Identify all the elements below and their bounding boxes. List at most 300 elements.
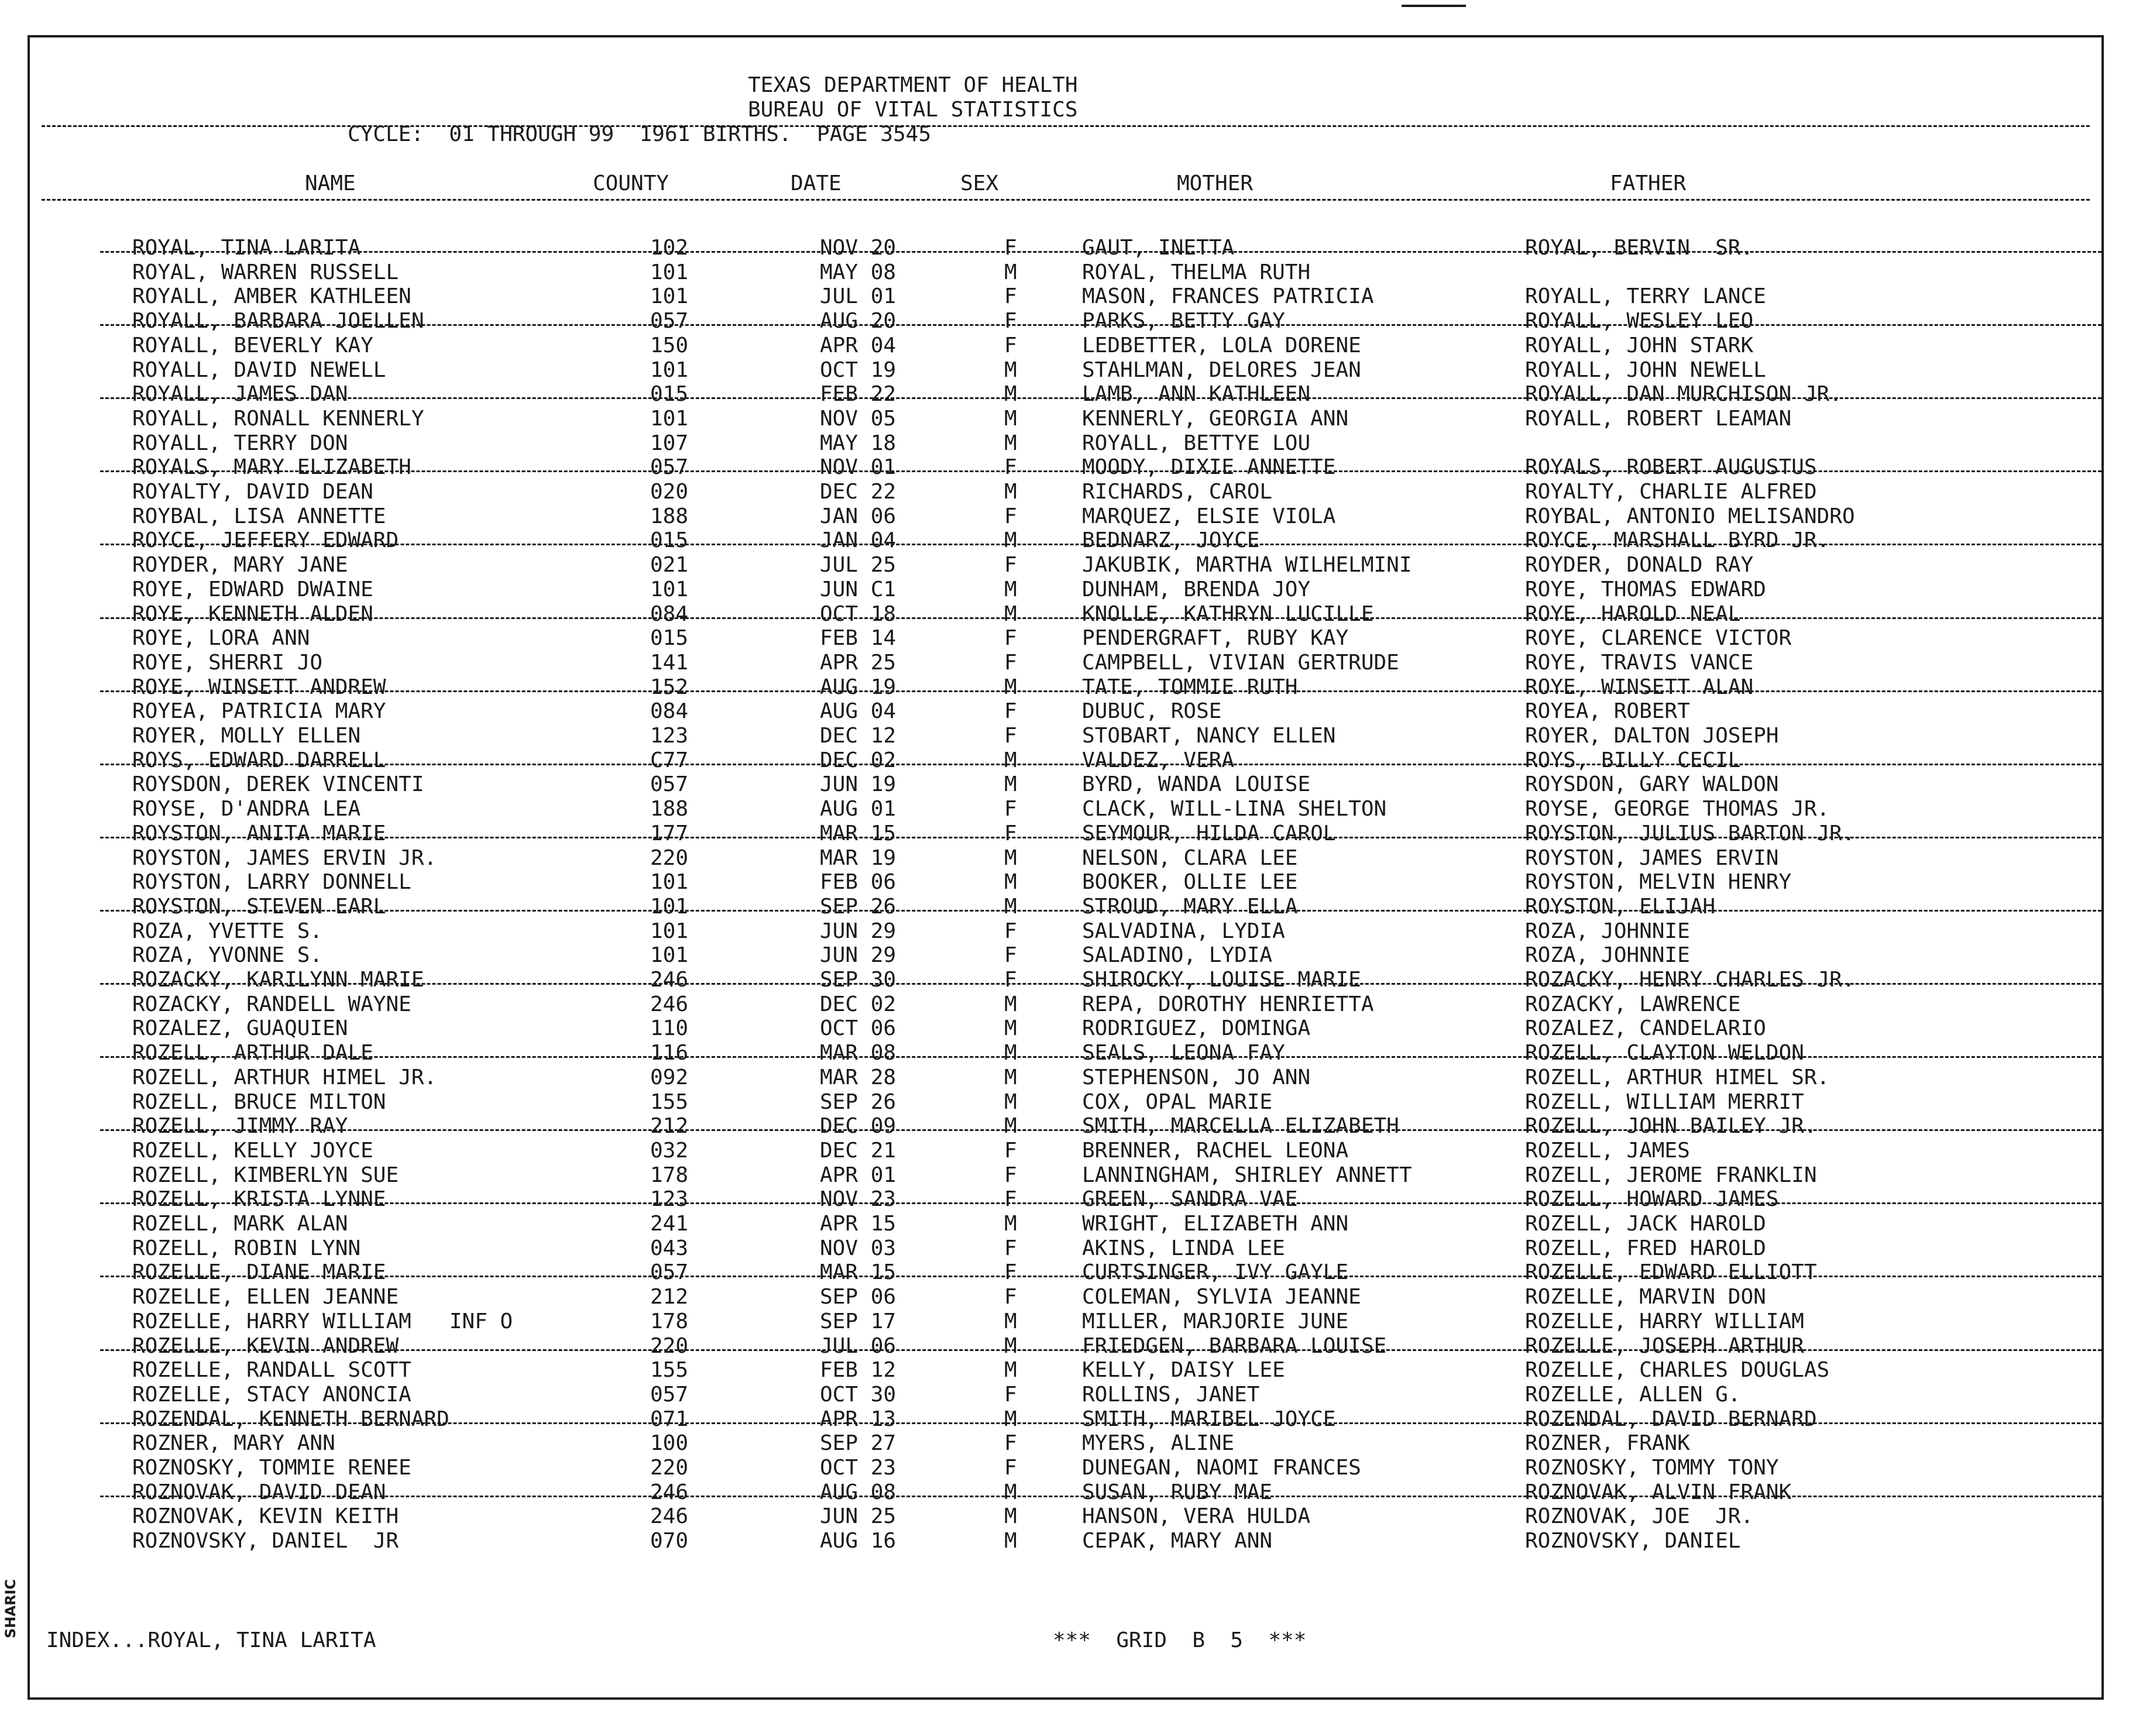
cell-name: ROZELL, KELLY JOYCE — [132, 1138, 373, 1163]
cell-sex: F — [1004, 919, 1017, 943]
column-header-mother: MOTHER — [1177, 171, 1254, 195]
cell-sex: F — [1004, 284, 1017, 309]
cell-county: 246 — [650, 1504, 689, 1529]
cell-father: ROYS, BILLY CECIL — [1525, 748, 1741, 772]
cell-name: ROZELLE, STACY ANONCIA — [132, 1382, 411, 1407]
cell-sex: M — [1004, 528, 1017, 553]
cell-name: ROZACKY, KARILYNN MARIE — [132, 968, 424, 992]
cell-sex: M — [1004, 260, 1017, 284]
cell-county: 021 — [650, 553, 689, 577]
cell-mother: STOBART, NANCY ELLEN — [1082, 724, 1336, 748]
column-header-sex: SEX — [960, 171, 999, 195]
cell-county: 155 — [650, 1358, 689, 1383]
cell-county: 212 — [650, 1114, 689, 1139]
cell-name: ROZELL, MARK ALAN — [132, 1212, 348, 1236]
cell-sex: M — [1004, 406, 1017, 431]
cell-name: ROYCE, JEFFERY EDWARD — [132, 528, 399, 553]
cell-father: ROZELL, HOWARD JAMES — [1525, 1187, 1779, 1212]
cell-county: 057 — [650, 1382, 689, 1407]
cell-name: ROZNER, MARY ANN — [132, 1431, 335, 1456]
cell-county: 220 — [650, 1333, 689, 1358]
cell-mother: DUBUC, ROSE — [1082, 699, 1222, 724]
cell-date: DEC 02 — [820, 748, 897, 772]
cell-county: 092 — [650, 1065, 689, 1089]
cell-county: 212 — [650, 1285, 689, 1309]
cell-father: ROZELL, JAMES — [1525, 1138, 1690, 1163]
cell-mother: DUNEGAN, NAOMI FRANCES — [1082, 1456, 1361, 1480]
cell-county: 101 — [650, 357, 689, 382]
cell-date: MAY 08 — [820, 260, 897, 284]
cell-sex: F — [1004, 626, 1017, 651]
cell-date: SEP 26 — [820, 894, 897, 919]
cell-mother: BYRD, WANDA LOUISE — [1082, 772, 1311, 797]
cell-father: ROZNOSKY, TOMMY TONY — [1525, 1456, 1779, 1480]
cell-mother: LAMB, ANN KATHLEEN — [1082, 382, 1311, 407]
cell-county: 101 — [650, 894, 689, 919]
cell-county: 057 — [650, 455, 689, 480]
cell-father: ROZELL, WILLIAM MERRIT — [1525, 1089, 1804, 1114]
cell-name: ROZENDAL, KENNETH BERNARD — [132, 1407, 449, 1431]
cell-county: 057 — [650, 309, 689, 334]
cell-mother: HANSON, VERA HULDA — [1082, 1504, 1311, 1529]
cell-name: ROYSTON, ANITA MARIE — [132, 821, 386, 845]
index-footer: INDEX...ROYAL, TINA LARITA — [46, 1628, 376, 1652]
cell-name: ROYE, LORA ANN — [132, 626, 310, 651]
cell-father: ROZA, JOHNNIE — [1525, 919, 1690, 943]
cell-county: 177 — [650, 821, 689, 845]
row-separator — [100, 764, 2101, 765]
cell-county: 101 — [650, 260, 689, 284]
cell-name: ROZELL, ARTHUR HIMEL JR. — [132, 1065, 437, 1089]
cell-name: ROZELLE, ELLEN JEANNE — [132, 1285, 399, 1309]
cell-name: ROZNOSKY, TOMMIE RENEE — [132, 1456, 411, 1480]
cell-county: 101 — [650, 870, 689, 895]
cell-mother: COLEMAN, SYLVIA JEANNE — [1082, 1285, 1361, 1309]
cell-sex: F — [1004, 1431, 1017, 1456]
cell-name: ROYAL, WARREN RUSSELL — [132, 260, 399, 284]
cell-sex: F — [1004, 968, 1017, 992]
cell-sex: M — [1004, 1114, 1017, 1139]
cell-name: ROZALEZ, GUAQUIEN — [132, 1016, 348, 1041]
row-separator — [100, 397, 2101, 399]
cell-name: ROYEA, PATRICIA MARY — [132, 699, 386, 724]
cell-mother: COX, OPAL MARIE — [1082, 1089, 1273, 1114]
cell-father: ROZELL, FRED HAROLD — [1525, 1236, 1766, 1260]
cell-father: ROZENDAL, DAVID BERNARD — [1525, 1407, 1817, 1431]
cell-county: 043 — [650, 1236, 689, 1260]
cell-mother: MARQUEZ, ELSIE VIOLA — [1082, 504, 1336, 528]
cell-date: MAR 15 — [820, 821, 897, 845]
column-header-father: FATHER — [1610, 171, 1687, 195]
cell-father: ROYE, HAROLD NEAL — [1525, 601, 1741, 626]
cell-date: NOV 23 — [820, 1187, 897, 1212]
cell-name: ROYSDON, DEREK VINCENTI — [132, 772, 424, 797]
cell-sex: F — [1004, 797, 1017, 821]
cell-mother: DUNHAM, BRENDA JOY — [1082, 577, 1311, 601]
cell-date: JUN 29 — [820, 919, 897, 943]
cell-date: AUG 08 — [820, 1480, 897, 1504]
cell-father: ROZELL, JOHN BAILEY JR. — [1525, 1114, 1817, 1139]
cell-sex: F — [1004, 1187, 1017, 1212]
cell-date: AUG 16 — [820, 1529, 897, 1553]
cell-name: ROYSTON, LARRY DONNELL — [132, 870, 411, 895]
cell-mother: PENDERGRAFT, RUBY KAY — [1082, 626, 1349, 651]
cell-father: ROZELL, JEROME FRANKLIN — [1525, 1163, 1817, 1187]
cell-sex: M — [1004, 1016, 1017, 1041]
cell-mother: CAMPBELL, VIVIAN GERTRUDE — [1082, 650, 1399, 675]
cell-name: ROYALL, DAVID NEWELL — [132, 357, 386, 382]
title-line-2: BUREAU OF VITAL STATISTICS — [748, 98, 1078, 122]
cell-date: OCT 19 — [820, 357, 897, 382]
cell-county: 015 — [650, 528, 689, 553]
row-separator — [100, 470, 2101, 472]
cell-name: ROYALTY, DAVID DEAN — [132, 480, 373, 504]
cell-sex: M — [1004, 1480, 1017, 1504]
cell-father: ROZA, JOHNNIE — [1525, 943, 1690, 968]
cell-sex: M — [1004, 870, 1017, 895]
cell-date: AUG 19 — [820, 675, 897, 699]
cell-father: ROYAL, BERVIN SR. — [1525, 236, 1754, 260]
cell-mother: REPA, DOROTHY HENRIETTA — [1082, 992, 1374, 1016]
cell-date: FEB 12 — [820, 1358, 897, 1383]
cell-father: ROYEA, ROBERT — [1525, 699, 1690, 724]
cell-sex: M — [1004, 1529, 1017, 1553]
cell-date: JUL 25 — [820, 553, 897, 577]
row-separator — [100, 1496, 2101, 1497]
row-separator — [100, 544, 2101, 545]
cell-name: ROYALL, BEVERLY KAY — [132, 333, 373, 357]
cell-sex: M — [1004, 992, 1017, 1016]
cell-father: ROZNOVSKY, DANIEL — [1525, 1529, 1741, 1553]
cell-mother: SMITH, MARIBEL JOYCE — [1082, 1407, 1336, 1431]
cell-county: 101 — [650, 577, 689, 601]
cell-sex: M — [1004, 1333, 1017, 1358]
cell-father: ROZALEZ, CANDELARIO — [1525, 1016, 1766, 1041]
cell-county: 155 — [650, 1089, 689, 1114]
cell-county: 123 — [650, 1187, 689, 1212]
cell-county: 178 — [650, 1163, 689, 1187]
cell-county: 152 — [650, 675, 689, 699]
cell-date: MAR 19 — [820, 845, 897, 870]
cell-county: 220 — [650, 1456, 689, 1480]
cell-county: 220 — [650, 845, 689, 870]
cell-county: 246 — [650, 968, 689, 992]
cell-county: C77 — [650, 748, 689, 772]
cell-mother: STROUD, MARY ELLA — [1082, 894, 1298, 919]
cell-father: ROZELL, CLAYTON WELDON — [1525, 1041, 1804, 1065]
cell-mother: SMITH, MARCELLA ELIZABETH — [1082, 1114, 1399, 1139]
cell-county: 015 — [650, 382, 689, 407]
row-separator — [100, 837, 2101, 838]
cell-father: ROYALTY, CHARLIE ALFRED — [1525, 480, 1817, 504]
row-separator — [100, 324, 2101, 326]
cell-date: MAR 08 — [820, 1041, 897, 1065]
cell-name: ROZNOVSKY, DANIEL JR — [132, 1529, 399, 1553]
cell-father: ROZELL, JACK HAROLD — [1525, 1212, 1766, 1236]
cell-date: AUG 20 — [820, 309, 897, 334]
cell-date: DEC 21 — [820, 1138, 897, 1163]
cell-sex: M — [1004, 772, 1017, 797]
cell-county: 123 — [650, 724, 689, 748]
grid-footer: *** GRID B 5 *** — [1053, 1628, 1307, 1652]
cell-mother: RICHARDS, CAROL — [1082, 480, 1273, 504]
cell-date: NOV 20 — [820, 236, 897, 260]
cell-mother: AKINS, LINDA LEE — [1082, 1236, 1285, 1260]
row-separator — [100, 1202, 2101, 1204]
cell-county: 178 — [650, 1309, 689, 1333]
cell-father: ROZELLE, EDWARD ELLIOTT — [1525, 1260, 1817, 1285]
column-header-county: COUNTY — [593, 171, 669, 195]
cell-county: 241 — [650, 1212, 689, 1236]
header-divider-bottom — [42, 199, 2090, 201]
cell-date: AUG 04 — [820, 699, 897, 724]
cell-county: 032 — [650, 1138, 689, 1163]
cell-sex: F — [1004, 455, 1017, 480]
cell-mother: KELLY, DAISY LEE — [1082, 1358, 1285, 1383]
cell-mother: KNOLLE, KATHRYN LUCILLE — [1082, 601, 1374, 626]
scan-mark — [1402, 5, 1466, 7]
cell-mother: PARKS, BETTY GAY — [1082, 309, 1285, 334]
cell-county: 070 — [650, 1529, 689, 1553]
row-separator — [100, 983, 2101, 985]
cell-father: ROYALL, JOHN STARK — [1525, 333, 1754, 357]
cell-father: ROYE, THOMAS EDWARD — [1525, 577, 1766, 601]
cycle-line: CYCLE: 01 THROUGH 99 1961 BIRTHS. PAGE 3545 — [348, 122, 931, 146]
cell-date: APR 13 — [820, 1407, 897, 1431]
cell-date: APR 25 — [820, 650, 897, 675]
cell-sex: M — [1004, 1407, 1017, 1431]
cell-name: ROZA, YVETTE S. — [132, 919, 323, 943]
cell-county: 057 — [650, 1260, 689, 1285]
cell-sex: M — [1004, 1041, 1017, 1065]
cell-date: NOV 03 — [820, 1236, 897, 1260]
cell-father: ROYSTON, MELVIN HENRY — [1525, 870, 1792, 895]
cell-county: 015 — [650, 626, 689, 651]
cell-mother: CEPAK, MARY ANN — [1082, 1529, 1273, 1553]
cell-date: JAN 06 — [820, 504, 897, 528]
cell-name: ROZELLE, KEVIN ANDREW — [132, 1333, 399, 1358]
row-separator — [100, 251, 2101, 253]
cell-mother: SHIROCKY, LOUISE MARIE — [1082, 968, 1361, 992]
cell-name: ROYS, EDWARD DARRELL — [132, 748, 386, 772]
cell-father: ROYDER, DONALD RAY — [1525, 553, 1754, 577]
cell-sex: F — [1004, 1382, 1017, 1407]
cell-mother: WRIGHT, ELIZABETH ANN — [1082, 1212, 1349, 1236]
cell-county: 084 — [650, 601, 689, 626]
cell-date: SEP 26 — [820, 1089, 897, 1114]
cell-date: DEC 22 — [820, 480, 897, 504]
cell-date: OCT 23 — [820, 1456, 897, 1480]
cell-mother: MASON, FRANCES PATRICIA — [1082, 284, 1374, 309]
cell-county: 188 — [650, 504, 689, 528]
cell-county: 246 — [650, 1480, 689, 1504]
cell-father: ROZELLE, ALLEN G. — [1525, 1382, 1741, 1407]
cell-mother: BEDNARZ, JOYCE — [1082, 528, 1260, 553]
cell-mother: LEDBETTER, LOLA DORENE — [1082, 333, 1361, 357]
cell-date: JAN 04 — [820, 528, 897, 553]
cell-mother: GAUT, INETTA — [1082, 236, 1235, 260]
cell-mother: JAKUBIK, MARTHA WILHELMINI — [1082, 553, 1412, 577]
cell-father: ROZELLE, HARRY WILLIAM — [1525, 1309, 1804, 1333]
cell-father: ROZNER, FRANK — [1525, 1431, 1690, 1456]
cell-date: MAR 28 — [820, 1065, 897, 1089]
cell-mother: MYERS, ALINE — [1082, 1431, 1235, 1456]
cell-mother: FRIEDGEN, BARBARA LOUISE — [1082, 1333, 1387, 1358]
cell-name: ROYALL, RONALL KENNERLY — [132, 406, 424, 431]
cell-sex: F — [1004, 1285, 1017, 1309]
cell-name: ROZELL, KIMBERLYN SUE — [132, 1163, 399, 1187]
cell-name: ROZELL, BRUCE MILTON — [132, 1089, 386, 1114]
cell-date: SEP 17 — [820, 1309, 897, 1333]
cell-mother: BOOKER, OLLIE LEE — [1082, 870, 1298, 895]
cell-mother: KENNERLY, GEORGIA ANN — [1082, 406, 1349, 431]
cell-father: ROYE, WINSETT ALAN — [1525, 675, 1754, 699]
cell-father: ROYER, DALTON JOSEPH — [1525, 724, 1779, 748]
row-separator — [100, 1276, 2101, 1277]
cell-sex: F — [1004, 650, 1017, 675]
cell-name: ROZNOVAK, KEVIN KEITH — [132, 1504, 399, 1529]
cell-name: ROYSTON, JAMES ERVIN JR. — [132, 845, 437, 870]
cell-name: ROYALL, JAMES DAN — [132, 382, 348, 407]
cell-name: ROYSTON, STEVEN EARL — [132, 894, 386, 919]
cell-name: ROZELL, ARTHUR DALE — [132, 1041, 373, 1065]
cell-date: FEB 06 — [820, 870, 897, 895]
cell-father: ROYCE, MARSHALL BYRD JR. — [1525, 528, 1830, 553]
cell-date: SEP 27 — [820, 1431, 897, 1456]
cell-date: SEP 06 — [820, 1285, 897, 1309]
cell-mother: TATE, TOMMIE RUTH — [1082, 675, 1298, 699]
cell-date: FEB 14 — [820, 626, 897, 651]
cell-father: ROYSTON, JAMES ERVIN — [1525, 845, 1779, 870]
cell-father: ROYE, TRAVIS VANCE — [1525, 650, 1754, 675]
cell-mother: NELSON, CLARA LEE — [1082, 845, 1298, 870]
cell-father: ROZELL, ARTHUR HIMEL SR. — [1525, 1065, 1830, 1089]
cell-mother: STAHLMAN, DELORES JEAN — [1082, 357, 1361, 382]
cell-father: ROYALL, ROBERT LEAMAN — [1525, 406, 1792, 431]
cell-county: 107 — [650, 431, 689, 455]
row-separator — [100, 617, 2101, 619]
cell-date: DEC 09 — [820, 1114, 897, 1139]
row-separator — [100, 910, 2101, 912]
cell-date: APR 15 — [820, 1212, 897, 1236]
cell-name: ROYBAL, LISA ANNETTE — [132, 504, 386, 528]
cell-county: 110 — [650, 1016, 689, 1041]
cell-father: ROZELLE, CHARLES DOUGLAS — [1525, 1358, 1830, 1383]
cell-mother: LANNINGHAM, SHIRLEY ANNETT — [1082, 1163, 1412, 1187]
cell-father: ROYSE, GEORGE THOMAS JR. — [1525, 797, 1830, 821]
cell-sex: F — [1004, 333, 1017, 357]
cell-name: ROZELLE, RANDALL SCOTT — [132, 1358, 411, 1383]
cell-name: ROYE, KENNETH ALDEN — [132, 601, 373, 626]
cell-county: 101 — [650, 919, 689, 943]
cell-date: JUN 25 — [820, 1504, 897, 1529]
cell-father: ROZELLE, JOSEPH ARTHUR — [1525, 1333, 1804, 1358]
cell-father: ROYSTON, ELIJAH — [1525, 894, 1716, 919]
cell-date: OCT 18 — [820, 601, 897, 626]
cell-mother: SUSAN, RUBY MAE — [1082, 1480, 1273, 1504]
cell-county: 101 — [650, 406, 689, 431]
cell-date: NOV 05 — [820, 406, 897, 431]
cell-name: ROYE, WINSETT ANDREW — [132, 675, 386, 699]
cell-sex: M — [1004, 1089, 1017, 1114]
cell-name: ROZELLE, HARRY WILLIAM INF O — [132, 1309, 513, 1333]
cell-sex: M — [1004, 382, 1017, 407]
cell-date: FEB 22 — [820, 382, 897, 407]
cell-name: ROYDER, MARY JANE — [132, 553, 348, 577]
column-header-date: DATE — [791, 171, 842, 195]
cell-date: DEC 02 — [820, 992, 897, 1016]
cell-mother: SALADINO, LYDIA — [1082, 943, 1273, 968]
cell-father: ROZNOVAK, ALVIN FRANK — [1525, 1480, 1792, 1504]
cell-county: 100 — [650, 1431, 689, 1456]
cell-sex: M — [1004, 601, 1017, 626]
cell-father: ROYSTON, JULIUS BARTON JR. — [1525, 821, 1855, 845]
cell-county: 116 — [650, 1041, 689, 1065]
cell-date: JUL 01 — [820, 284, 897, 309]
cell-father: ROYBAL, ANTONIO MELISANDRO — [1525, 504, 1855, 528]
cell-name: ROZELL, ROBIN LYNN — [132, 1236, 361, 1260]
cell-sex: M — [1004, 480, 1017, 504]
cell-date: MAR 15 — [820, 1260, 897, 1285]
cell-sex: M — [1004, 1309, 1017, 1333]
cell-sex: M — [1004, 748, 1017, 772]
cell-father: ROZNOVAK, JOE JR. — [1525, 1504, 1754, 1529]
cell-county: 150 — [650, 333, 689, 357]
cell-date: NOV 01 — [820, 455, 897, 480]
cell-mother: VALDEZ, VERA — [1082, 748, 1235, 772]
cell-mother: CURTSINGER, IVY GAYLE — [1082, 1260, 1349, 1285]
document-frame — [28, 35, 2104, 1700]
row-separator — [100, 1129, 2101, 1131]
cell-sex: F — [1004, 1456, 1017, 1480]
cell-county: 057 — [650, 772, 689, 797]
cell-sex: M — [1004, 1358, 1017, 1383]
cell-name: ROYALL, BARBARA JOELLEN — [132, 309, 424, 334]
cell-name: ROYALS, MARY ELIZABETH — [132, 455, 411, 480]
cell-father: ROZACKY, HENRY CHARLES JR. — [1525, 968, 1855, 992]
title-line-1: TEXAS DEPARTMENT OF HEALTH — [748, 73, 1078, 97]
cell-county: 071 — [650, 1407, 689, 1431]
row-separator — [100, 1056, 2101, 1058]
cell-father: ROZACKY, LAWRENCE — [1525, 992, 1741, 1016]
cell-name: ROYALL, TERRY DON — [132, 431, 348, 455]
cell-sex: F — [1004, 1138, 1017, 1163]
cell-name: ROZELL, KRISTA LYNNE — [132, 1187, 386, 1212]
cell-date: JUN C1 — [820, 577, 897, 601]
cell-father: ROZELLE, MARVIN DON — [1525, 1285, 1766, 1309]
cell-mother: ROYAL, THELMA RUTH — [1082, 260, 1311, 284]
cell-date: DEC 12 — [820, 724, 897, 748]
cell-mother: ROLLINS, JANET — [1082, 1382, 1260, 1407]
cell-date: APR 01 — [820, 1163, 897, 1187]
cell-mother: STEPHENSON, JO ANN — [1082, 1065, 1311, 1089]
cell-county: 102 — [650, 236, 689, 260]
cell-father: ROYALL, TERRY LANCE — [1525, 284, 1766, 309]
cell-sex: F — [1004, 504, 1017, 528]
cell-name: ROYALL, AMBER KATHLEEN — [132, 284, 411, 309]
cell-county: 188 — [650, 797, 689, 821]
cell-date: OCT 30 — [820, 1382, 897, 1407]
cell-sex: M — [1004, 1065, 1017, 1089]
cell-sex: F — [1004, 821, 1017, 845]
cell-county: 101 — [650, 284, 689, 309]
cell-name: ROYE, SHERRI JO — [132, 650, 323, 675]
cell-mother: BRENNER, RACHEL LEONA — [1082, 1138, 1349, 1163]
cell-date: JUN 19 — [820, 772, 897, 797]
column-header-name: NAME — [305, 171, 356, 195]
cell-date: APR 04 — [820, 333, 897, 357]
cell-county: 084 — [650, 699, 689, 724]
